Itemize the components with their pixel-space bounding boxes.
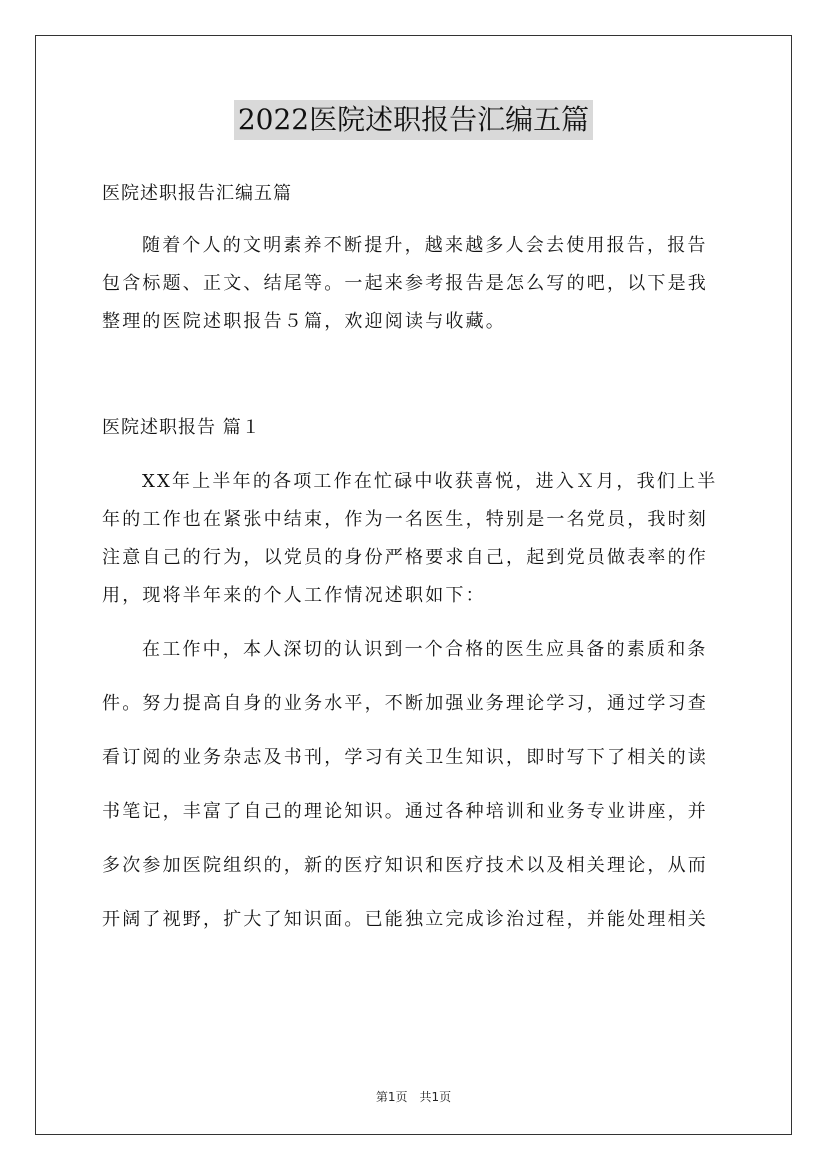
- paragraph-1: [102, 463, 728, 615]
- text-line: 年的工作也在紧张中结束，作为一名医生，特别是一名党员，我时刻: [102, 509, 708, 530]
- spacer: [102, 213, 728, 227]
- intro-paragraph: [102, 227, 728, 341]
- text-line: 多次参加医院组织的，新的医疗知识和医疗技术以及相关理论，从而: [102, 855, 708, 876]
- text-line: 看订阅的业务杂志及书刊，学习有关卫生知识，即时写下了相关的读: [102, 747, 708, 768]
- text-line: 包含标题、正文、结尾等。一起来参考报告是怎么写的吧，以下是我: [102, 273, 708, 294]
- spacer: [102, 341, 728, 409]
- page-footer: 第1页 共1页: [375, 1090, 452, 1104]
- text-line: 用，现将半年来的个人工作情况述职如下：: [102, 585, 486, 606]
- document-title: 2022医院述职报告汇编五篇: [234, 100, 593, 140]
- spacer: [102, 447, 728, 463]
- spacer: [102, 615, 728, 631]
- section-heading: 医院述职报告 篇１: [102, 417, 261, 438]
- title-area: [0, 100, 827, 140]
- text-line: XX年上半年的各项工作在忙碌中收获喜悦，进入Ｘ月，我们上半: [142, 471, 718, 492]
- document-body: [102, 175, 728, 939]
- document-subtitle: 医院述职报告汇编五篇: [102, 183, 292, 204]
- paragraph-2: [102, 631, 728, 939]
- text-line: 在工作中，本人深切的认识到一个合格的医生应具备的素质和条: [142, 639, 708, 660]
- text-line: 整理的医院述职报告５篇，欢迎阅读与收藏。: [102, 311, 506, 332]
- text-line: 书笔记，丰富了自己的理论知识。通过各种培训和业务专业讲座，并: [102, 801, 708, 822]
- text-line: 随着个人的文明素养不断提升，越来越多人会去使用报告，报告: [142, 235, 708, 256]
- text-line: 开阔了视野，扩大了知识面。已能独立完成诊治过程，并能处理相关: [102, 909, 708, 930]
- text-line: 件。努力提高自身的业务水平，不断加强业务理论学习，通过学习查: [102, 693, 708, 714]
- text-line: 注意自己的行为，以党员的身份严格要求自己，起到党员做表率的作: [102, 547, 708, 568]
